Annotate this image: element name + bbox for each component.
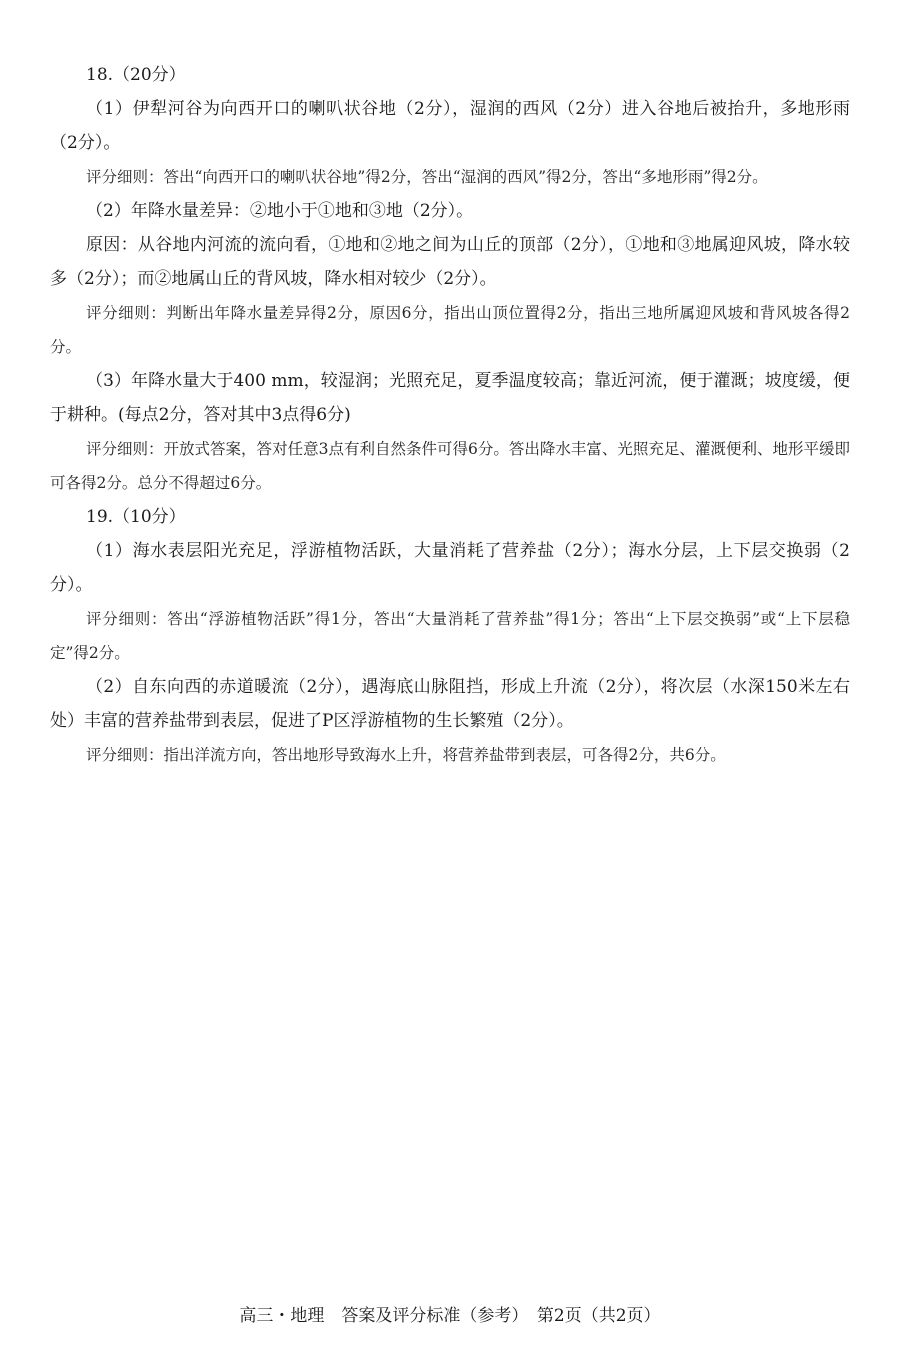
q19-heading: 19.（10分）: [86, 507, 186, 527]
q18-part2-reason: 原因：从谷地内河流的流向看，①地和②地之间为山丘的顶部（2分），①地和③地属迎风坡，降水较多（2分）；而②地属山丘的背风坡，降水相对较少（2分）。: [50, 235, 850, 289]
q18-part3-scoring-rule: 评分细则：开放式答案，答对任意3点有利自然条件可得6分。答出降水丰富、光照充足、灌溉便利、地形平缓即可各得2分。总分不得超过6分。: [50, 440, 850, 492]
q18-part1-answer: （1）伊犁河谷为向西开口的喇叭状谷地（2分），湿润的西风（2分）进入谷地后被抬升，多地形雨（2分）。: [50, 99, 850, 153]
q18-heading: 18.（20分）: [86, 65, 186, 85]
q18-part1-scoring-rule: 评分细则：答出“向西开口的喇叭状谷地”得2分，答出“湿润的西风”得2分，答出“多地形雨”得2分。: [86, 168, 768, 186]
q19-part1-scoring-rule: 评分细则：答出“浮游植物活跃”得1分，答出“大量消耗了营养盐”得1分；答出“上下层交换弱”或“上下层稳定”得2分。: [50, 610, 850, 662]
q19-part2-scoring-rule: 评分细则：指出洋流方向，答出地形导致海水上升，将营养盐带到表层，可各得2分，共6分。: [86, 746, 726, 764]
q19-part2-answer: （2）自东向西的赤道暖流（2分），遇海底山脉阻挡，形成上升流（2分），将次层（水深150米左右处）丰富的营养盐带到表层，促进了P区浮游植物的生长繁殖（2分）。: [50, 677, 850, 731]
answer-page: [50, 58, 850, 772]
q18-part2-scoring-rule: 评分细则：判断出年降水量差异得2分，原因6分，指出山顶位置得2分，指出三地所属迎风坡和背风坡各得2分。: [50, 304, 850, 356]
q18-part3-answer: （3）年降水量大于400 mm，较湿润；光照充足，夏季温度较高；靠近河流，便于灌溉；坡度缓，便于耕种。(每点2分，答对其中3点得6分): [50, 371, 850, 425]
q19-part1-answer: （1）海水表层阳光充足，浮游植物活跃，大量消耗了营养盐（2分）；海水分层，上下层交换弱（2分）。: [50, 541, 850, 595]
q18-part2-answer: （2）年降水量差异：②地小于①地和③地（2分）。: [86, 201, 474, 221]
page-footer: 高三・地理 答案及评分标准（参考） 第2页（共2页）: [239, 1306, 661, 1326]
